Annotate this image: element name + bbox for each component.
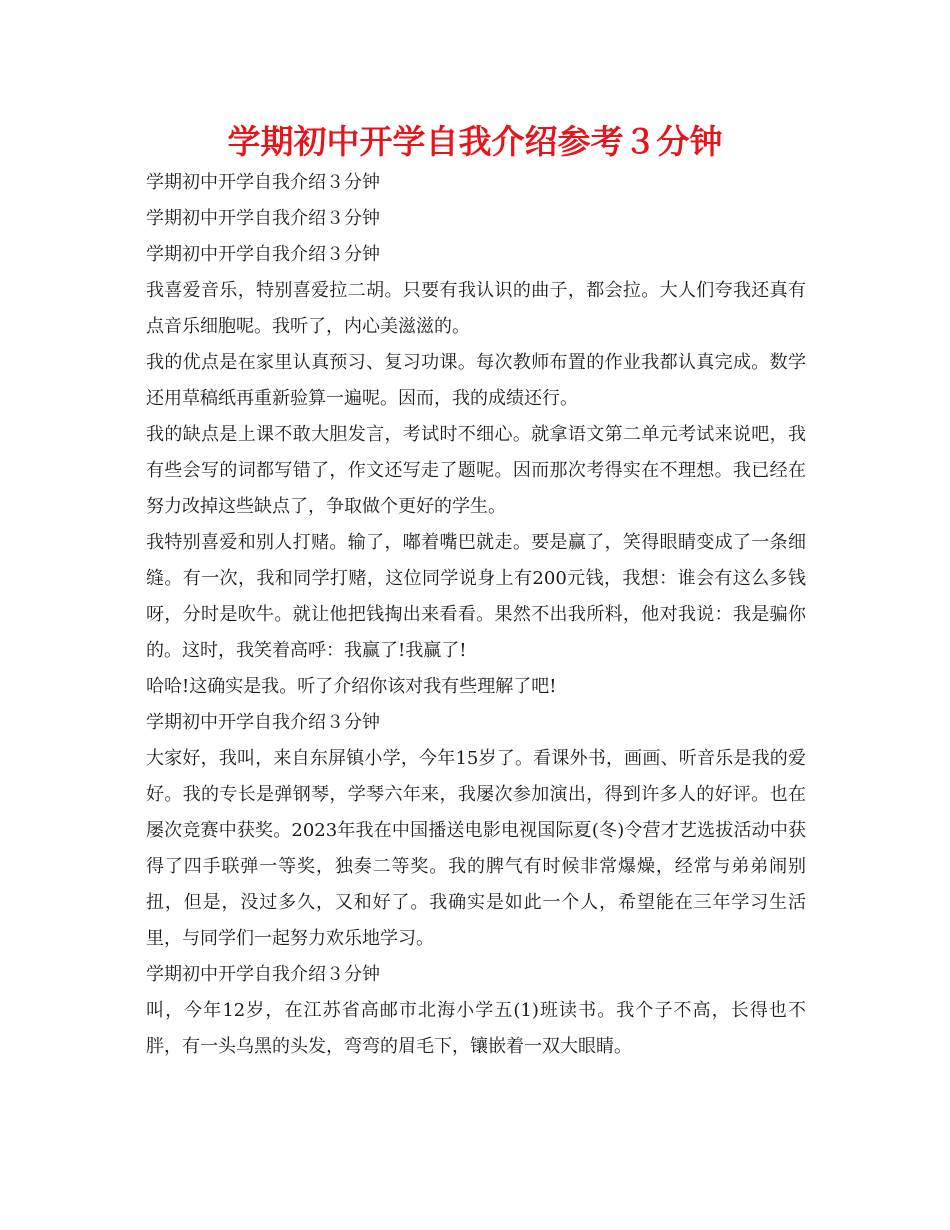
paragraph-music: 我喜爱音乐，特别喜爱拉二胡。只要有我认识的曲子，都会拉。大人们夸我还真有点音乐细胞呢。我听了，内心美滋滋的。	[146, 280, 806, 337]
subtitle-line: 学期初中开学自我介绍３分钟	[146, 172, 380, 193]
paragraph-strengths: 我的优点是在家里认真预习、复习功课。每次教师布置的作业我都认真完成。数学还用草稿纸再重新验算一遍呢。因而，我的成绩还行。	[146, 352, 806, 409]
paragraph-closing: 哈哈!这确实是我。听了介绍你该对我有些理解了吧!	[146, 676, 557, 697]
paragraph-introduction-3: 叫，今年12岁，在江苏省高邮市北海小学五(1)班读书。我个子不高，长得也不胖，有一头乌黑的头发，弯弯的眉毛下，镶嵌着一双大眼睛。	[146, 1000, 806, 1057]
paragraph-introduction-2: 大家好，我叫，来自东屏镇小学，今年15岁了。看课外书，画画、听音乐是我的爱好。我的专长是弹钢琴，学琴六年来，我屡次参加演出，得到许多人的好评。也在屡次竞赛中获奖。2023年我在中国播送电影电视国际夏(冬)令营才艺选拔活动中获得了四手联弹一等奖，独奏二等奖。我的脾气有时候非常爆燥，经常与弟弟闹别扭，但是，没过多久，又和好了。我确实是如此一个人，希望能在三年学习生活里，与同学们一起努力欢乐地学习。	[146, 748, 806, 949]
document-title: 学期初中开学自我介绍参考３分钟	[227, 122, 723, 161]
paragraph-betting: 我特别喜爱和别人打赌。输了，嘟着嘴巴就走。要是赢了，笑得眼睛变成了一条细缝。有一次，我和同学打赌，这位同学说身上有200元钱，我想：谁会有这么多钱呀，分时是吹牛。就让他把钱掏出来看看。果然不出我所料，他对我说：我是骗你的。这时，我笑着高呼：我赢了!我赢了!	[146, 532, 806, 661]
document-body	[146, 165, 806, 1065]
subtitle-line: 学期初中开学自我介绍３分钟	[146, 208, 380, 229]
paragraph-weaknesses: 我的缺点是上课不敢大胆发言，考试时不细心。就拿语文第二单元考试来说吧，我有些会写的词都写错了，作文还写走了题呢。因而那次考得实在不理想。我已经在努力改掉这些缺点了，争取做个更好的学生。	[146, 424, 806, 517]
subtitle-line: 学期初中开学自我介绍３分钟	[146, 712, 380, 733]
subtitle-line: 学期初中开学自我介绍３分钟	[146, 244, 380, 265]
subtitle-line: 学期初中开学自我介绍３分钟	[146, 964, 380, 985]
